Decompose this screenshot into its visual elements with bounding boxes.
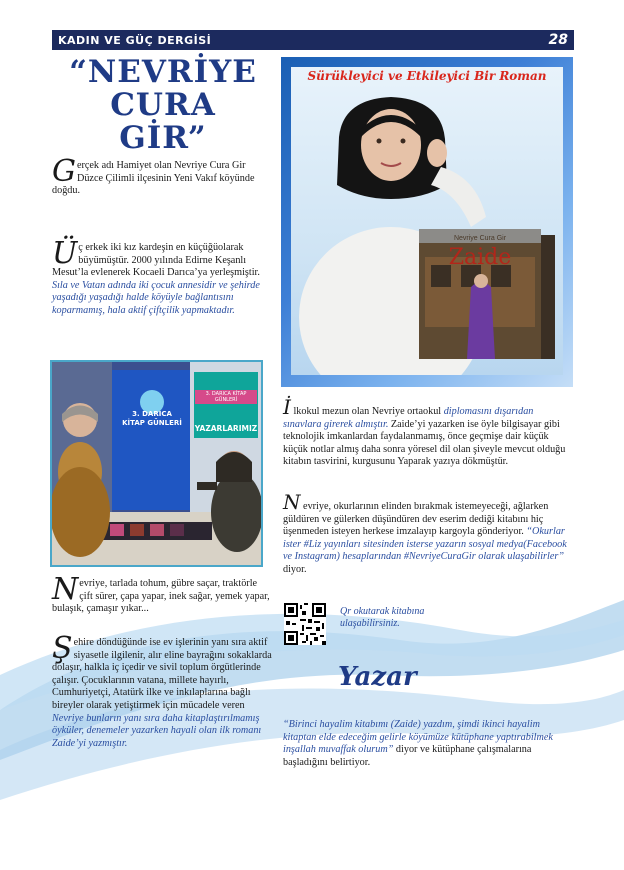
author-illustration [291,67,563,375]
title-line-2: CURA [110,87,216,123]
paragraph-education [283,395,573,469]
paragraph-family [52,236,272,318]
author-book-photo [281,57,573,387]
fair-banner-line-2: KİTAP GÜNLERİ [122,419,182,427]
fair-banner [114,410,190,428]
book-author: Nevriye Cura Gir [453,235,507,242]
title-line-3: GİR” [119,120,207,156]
qr-caption: Qr okutarak kitabına ulaşabilirsiniz. [340,606,425,629]
fair-banner-line-1: 3. DARICA [132,410,172,418]
paragraph-closing-quote [283,719,573,769]
author-heading: Yazar [338,662,417,692]
paragraph-tail: diyor. [283,563,307,575]
book-title: Zaide [448,245,512,270]
paragraph-birth [52,154,272,198]
drop-cap: G [52,154,76,189]
title-line-1: “NEVRİYE [69,54,257,90]
drop-cap: N [283,490,301,514]
fair-sign-top: 3. DARICA KİTAP GÜNLERİ [195,390,257,404]
fair-sign: YAZARLARIMIZ [194,424,258,433]
paragraph-italic: Nevriye bunların yanı sıra daha kitaplaştırılmamış öyküler, denemeler yazarken hayali olan ilk romanı Zaide’yi yazmıştır. [52,712,262,749]
photo-inner [291,67,563,375]
qr-code[interactable] [284,603,326,645]
paragraph-italic: Sıla ve Vatan adında iki çocuk annesidir ve şehirde yaşadığı yaşadığı halde köyüyle bağlantısını koparmamış, hala aktif çiftçilik yapmaktadır. [52,279,260,316]
drop-cap: İ [283,395,291,419]
drop-cap: N [52,572,79,607]
paragraph-readers [283,490,573,577]
paragraph-city-life [52,631,276,750]
article-title [52,56,274,155]
paragraph-text: evriye, tarlada tohum, gübre saçar, traktörle çift sürer, çapa yapar, inek sağar, yemek yapar, bulaşık, çamaşır yıkar... [52,578,270,615]
paragraph-text-b: Zaide’yi yazarken ise öyle bilgisayar gibi teknolojik imkanlardan faydalanmamış, önce geçmişe dair küçük küçük notlar almış daha sonra yöresel dil olan şiveyle mevcut olduğu kitabın tasvirini, kurgusunu Yaparak yazıya dökmüştür. [283,418,566,468]
drop-cap: Ü [52,236,78,271]
book-fair-photo [50,360,263,567]
paragraph-text-a: lkokul mezun olan Nevriye ortaokul [293,406,442,417]
paragraph-village-work [52,572,272,616]
paragraph-text: ehire döndüğünde ise ev işlerinin yanı sıra aktif siyasetle ilgilenir, alır eline bayrağını sokaklarda dolaşır, halkla iç içedir ve sivil toplum örgütlerinde çalışır. Çocuklarının vatana, millete hayırlı, Cumhuriyetçi, Atatürk ilke ve inkılaplarına bağlı bireyler olarak yetiştirmek için mücadele veren [52,637,272,711]
paragraph-text: diyor ve kütüphane çalışmalarına başladığını belirtiyor. [283,744,532,768]
paragraph-italic: diplomasını dışarıdan sınavlara girerek almıştır. [283,406,534,430]
header-bar [52,30,574,50]
paragraph-italic: “Okurlar ister #Liz yayınları sitesinden isterse yazarın sosyal medya(Facebook ve Instagram) hesaplarından #NevriyeCuraGir olarak ulaşabilirler” [283,526,567,563]
paragraph-italic: “Birinci hayalim kitabımı (Zaide) yazdım, şimdi ikinci hayalim kitaptan elde edeceğim gelirle köyümüze kütüphane yaptırabilmek inşallah muvaffak olurum” [283,719,553,756]
paragraph-text: erçek adı Hamiyet olan Nevriye Cura Gir Düzce Çilimli ilçesinin Yeni Vakıf köyünde doğdu. [52,160,255,197]
paragraph-text: evriye, okurlarının elinden bırakmak istemeyeceği, ağlarken güldüren ve gülerken düşündüren dev eserim dediği kitabını hiç üşenmeden isteyen herkese imzalayıp kargoyla gönderiyor. [283,501,549,538]
page-number: 28 [548,32,568,48]
paragraph-text: ç erkek iki kız kardeşin en küçüğüolarak büyümüştür. 2000 yılında Edirne Keşanlı Mesut’la evlenerek Kocaeli Darıca’ya yerleşmiştir. [52,242,260,279]
novel-banner: Sürükleyici ve Etkileyici Bir Roman [307,69,547,83]
drop-cap: Ş [52,631,73,666]
magazine-name: KADIN VE GÜÇ DERGİSİ [58,33,212,47]
